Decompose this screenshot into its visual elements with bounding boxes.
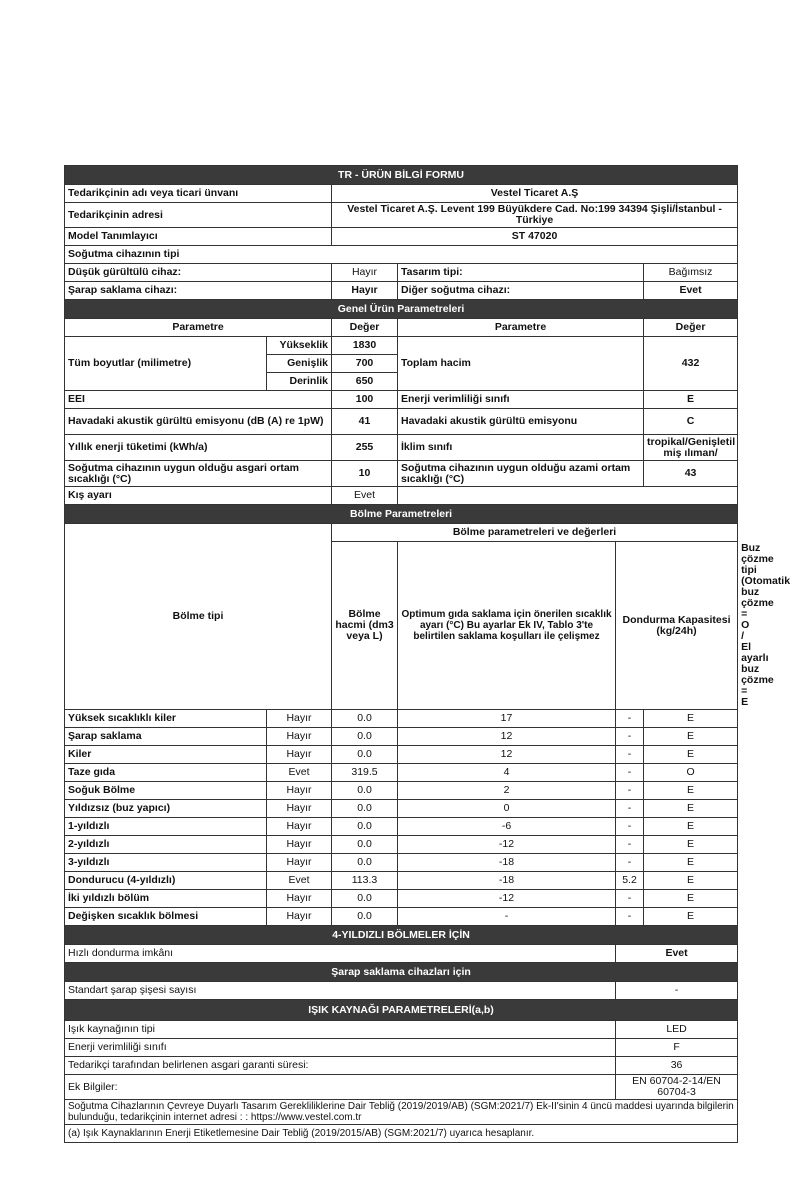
compartment-volume: 0.0 [332,710,398,728]
compartment-defrost: E [644,818,738,836]
compartment-volume: 0.0 [332,728,398,746]
compartment-freeze: - [616,854,644,872]
compartment-row [65,746,738,764]
width-value: 700 [332,355,398,373]
compartment-defrost: E [644,728,738,746]
compartment-present: Hayır [267,710,332,728]
model-value: ST 47020 [332,228,738,246]
compartment-name: Taze gıda [65,764,267,782]
compartment-name: Soğuk Bölme [65,782,267,800]
compartment-row [65,890,738,908]
total-volume-value: 432 [644,337,738,391]
compartment-temp: -6 [398,818,616,836]
compartment-freeze: - [616,818,644,836]
compartment-name: Kiler [65,746,267,764]
energy-class-value: E [644,391,738,409]
compartment-defrost: E [644,872,738,890]
cooling-type-label: Soğutma cihazının tipi [65,246,738,264]
max-temp-label: Soğutma cihazının uygun olduğu azami ortam sıcaklığı (°C) [398,461,644,487]
compartment-present: Hayır [267,818,332,836]
compartment-row [65,818,738,836]
dimensions-label: Tüm boyutlar (milimetre) [65,337,267,391]
compartment-row [65,872,738,890]
light-type-label: Işık kaynağının tipi [65,1021,616,1039]
winter-empty [398,487,738,505]
warranty-label: Tedarikçi tarafından belirlenen asgari garanti süresi: [65,1057,616,1075]
other-cooling-label: Diğer soğutma cihazı: [398,282,644,300]
compartment-freeze: - [616,890,644,908]
compartment-freeze: - [616,746,644,764]
compartment-freeze: - [616,908,644,926]
light-class-value: F [616,1039,738,1057]
compartment-name: Dondurucu (4-yıldızlı) [65,872,267,890]
total-volume-label: Toplam hacim [398,337,644,391]
compartment-params-header: Bölme Parametreleri [65,505,738,524]
note-1: Soğutma Cihazlarının Çevreye Duyarlı Tasarım Gerekliliklerine Dair Tebliğ (2019/2019/AB) (SGM:2021/7) Ek-II'sinin 4 üncü maddesi uyarında bilgilerin bulunduğu, tedarikçinin internet adresi : : https://www.vestel.com.tr [65,1100,738,1125]
compartment-row [65,836,738,854]
compartment-volume: 0.0 [332,854,398,872]
low-noise-value: Hayır [332,264,398,282]
compartment-defrost: E [644,782,738,800]
compartment-defrost: E [644,710,738,728]
compartment-row [65,710,738,728]
general-params-header: Genel Ürün Parametreleri [65,300,738,319]
supplier-label: Tedarikçinin adı veya ticari ünvanı [65,185,332,203]
model-label: Model Tanımlayıcı [65,228,332,246]
annual-energy-value: 255 [332,435,398,461]
min-temp-value: 10 [332,461,398,487]
compartment-temp: 4 [398,764,616,782]
bottles-value: - [616,982,738,1000]
fast-freeze-value: Evet [616,945,738,963]
compartment-rows [65,710,738,926]
compartment-row [65,782,738,800]
compartment-temp: - [398,908,616,926]
compartment-defrost: E [644,836,738,854]
depth-label: Derinlik [267,373,332,391]
address-label: Tedarikçinin adresi [65,203,332,228]
compartment-defrost: E [644,908,738,926]
climate-label: İklim sınıfı [398,435,644,461]
param-header-left: Parametre [65,319,332,337]
bottles-label: Standart şarap şişesi sayısı [65,982,616,1000]
address-value: Vestel Ticaret A.Ş. Levent 199 Büyükdere Cad. No:199 34394 Şişli/İstanbul - Türkiye [332,203,738,228]
compartment-name: İki yıldızlı bölüm [65,890,267,908]
compartment-freeze: - [616,764,644,782]
compartment-freeze: - [616,728,644,746]
extra-label: Ek Bilgiler: [65,1075,616,1100]
value-header-left: Değer [332,319,398,337]
compartment-present: Hayır [267,890,332,908]
compartment-defrost: E [644,890,738,908]
width-label: Genişlik [267,355,332,373]
design-type-value: Bağımsız [644,264,738,282]
height-label: Yükseklik [267,337,332,355]
noise-value: 41 [332,409,398,435]
max-temp-value: 43 [644,461,738,487]
extra-value: EN 60704-2-14/EN 60704-3 [616,1075,738,1100]
height-value: 1830 [332,337,398,355]
compartment-temp: -12 [398,890,616,908]
compartment-defrost: E [644,800,738,818]
other-cooling-value: Evet [644,282,738,300]
compartment-name: Değişken sıcaklık bölmesi [65,908,267,926]
col-temp-header: Optimum gıda saklama için önerilen sıcaklık ayarı (°C) Bu ayarlar Ek IV, Tablo 3'te belirtilen saklama koşulları ile çelişmez [398,542,616,710]
design-type-label: Tasarım tipi: [398,264,644,282]
compartment-volume: 0.0 [332,908,398,926]
param-header-right: Parametre [398,319,644,337]
compartment-volume: 0.0 [332,746,398,764]
compartment-volume: 0.0 [332,800,398,818]
compartment-name: Şarap saklama [65,728,267,746]
compartment-defrost: E [644,746,738,764]
compartment-present: Hayır [267,854,332,872]
annual-energy-label: Yıllık enerji tüketimi (kWh/a) [65,435,332,461]
col-freeze-header: Dondurma Kapasitesi (kg/24h) [616,542,738,710]
compartment-present: Hayır [267,782,332,800]
compartment-temp: -18 [398,872,616,890]
wine-header: Şarap saklama cihazları için [65,963,738,982]
depth-value: 650 [332,373,398,391]
compartment-name: 3-yıldızlı [65,854,267,872]
winter-label: Kış ayarı [65,487,332,505]
climate-value: tropikal/Genişletil miş ılıman/ [644,435,738,461]
compartment-present: Evet [267,764,332,782]
low-noise-label: Düşük gürültülü cihaz: [65,264,332,282]
compartment-volume: 0.0 [332,818,398,836]
compartment-freeze: - [616,782,644,800]
compartment-volume: 113.3 [332,872,398,890]
winter-value: Evet [332,487,398,505]
col-volume-header: Bölme hacmi (dm3 veya L) [332,542,398,710]
noise-class-value: C [644,409,738,435]
compartment-volume: 319.5 [332,764,398,782]
compartment-defrost: E [644,854,738,872]
compartment-volume: 0.0 [332,836,398,854]
compartment-name: 1-yıldızlı [65,818,267,836]
compartment-volume: 0.0 [332,782,398,800]
compartment-temp: 12 [398,728,616,746]
compartment-temp: 17 [398,710,616,728]
compartment-present: Hayır [267,800,332,818]
compartment-row [65,800,738,818]
compartment-row [65,728,738,746]
compartment-present: Hayır [267,746,332,764]
compartment-temp: 2 [398,782,616,800]
compartment-volume: 0.0 [332,890,398,908]
note-2: (a) Işık Kaynaklarının Enerji Etiketlemesine Dair Tebliğ (2019/2015/AB) (SGM:2021/7) uyarıca hesaplanır. [65,1125,738,1143]
noise-class-label: Havadaki akustik gürültü emisyonu [398,409,644,435]
wine-value: Hayır [332,282,398,300]
compartment-type-header: Bölme tipi [65,524,332,710]
compartment-row [65,854,738,872]
min-temp-label: Soğutma cihazının uygun olduğu asgari ortam sıcaklığı (°C) [65,461,332,487]
compartment-present: Hayır [267,728,332,746]
value-header-right: Değer [644,319,738,337]
compartment-freeze: - [616,836,644,854]
fast-freeze-label: Hızlı dondurma imkânı [65,945,616,963]
noise-label: Havadaki akustik gürültü emisyonu (dB (A) re 1pW) [65,409,332,435]
compartment-temp: 12 [398,746,616,764]
compartment-sub-header: Bölme parametreleri ve değerleri [332,524,738,542]
light-type-value: LED [616,1021,738,1039]
four-star-header: 4-YILDIZLI BÖLMELER İÇİN [65,926,738,945]
eei-label: EEI [65,391,332,409]
compartment-temp: -18 [398,854,616,872]
energy-class-label: Enerji verimliliği sınıfı [398,391,644,409]
product-info-form [64,165,791,1143]
eei-value: 100 [332,391,398,409]
compartment-freeze: - [616,710,644,728]
compartment-temp: 0 [398,800,616,818]
warranty-value: 36 [616,1057,738,1075]
compartment-name: Yıldızsız (buz yapıcı) [65,800,267,818]
compartment-defrost: O [644,764,738,782]
compartment-name: Yüksek sıcaklıklı kiler [65,710,267,728]
compartment-present: Evet [267,872,332,890]
light-header: IŞIK KAYNAĞI PARAMETRELERİ(a,b) [65,1000,738,1021]
compartment-present: Hayır [267,836,332,854]
compartment-freeze: 5.2 [616,872,644,890]
form-table: TR - ÜRÜN BİLGİ FORMU Tedarikçinin adı veya ticari ünvanı Vestel Ticaret A.Ş Tedarikçinin adresi Vestel Ticaret A.Ş. Levent 199 Büyükdere Cad. No:199 34394 Şişli/İstanbul - Türkiye Model Tanımlayıcı ST 47020 Soğutma cihazının tipi Düşük gürültülü cihaz: Hayır Tasarım tipi: Bağımsız Şarap saklama cihazı: Hayır Diğer soğutma cihazı: Evet Genel Ürün Parametreleri Parametre Değer Parametre Değer Tüm boyutlar (milimetre) Yükseklik 1830 Toplam hacim 432 Genişlik 700 Derinlik 650 EEI 100 Enerji verimliliği sınıfı E Havadaki akustik gürültü emisyonu (dB (A) re 1pW) 41 Havadaki akustik gürültü emisyonu C Yıllık enerji tüketimi (kWh/a) 255 İklim sınıfı tropikal/Genişletil miş ılıman/ Soğutma cihazının uygun olduğu asgari ortam sıcaklığı (°C) 10 Soğutma cihazının uygun olduğu azami ortam sıcaklığı (°C) 43 Kış ayarı Evet Bölme Parametreleri Bölme tipi Bölme parametreleri ve değerleri Bölme hacmi (dm3 veya L) Optimum gıda saklama için önerilen sıcaklık ayarı (°C) Bu ayarlar Ek IV, Tablo 3'te belirtilen saklama koşulları ile çelişmez Dondurma Kapasitesi (kg/24h) Buz çözme tipi (Otomatik buz çözme = O / El ayarlı buz çözme = E Yüksek sıcaklıklı kiler Hayır 0.0 17 - E Şarap saklama Hayır 0.0 12 - E Kiler Hayır 0.0 12 - E Taze gıda Evet 319.5 4 - O Soğuk Bölme Hayır 0.0 2 - E Yıldızsız (buz yapıcı) Hayır 0.0 0 - E 1-yıldızlı Hayır 0.0 -6 - E 2-yıldızlı Hayır 0.0 -12 - E 3-yıldızlı Hayır 0.0 -18 - E Dondurucu (4-yıldızlı) Evet 113.3 -18 5.2 E İki yıldızlı bölüm Hayır 0.0 -12 - E Değişken sıcaklık bölmesi Hayır 0.0 - - E 4-YILDIZLI BÖLMELER İÇİN Hızlı dondurma imkânı Evet Şarap saklama cihazları için Standart şarap şişesi sayısı - IŞIK KAYNAĞI PARAMETRELERİ(a,b) Işık kaynağının tipi LED Enerji verimliliği sınıfı F Tedarikçi tarafından belirlenen asgari garanti süresi: 36 Ek Bilgiler: EN 60704-2-14/EN 60704-3 Soğutma Cihazlarının Çevreye Duyarlı Tasarım Gerekliliklerine Dair Tebliğ (2019/2019/AB) (SGM:2021/7) Ek-II'sinin 4 üncü maddesi uyarında bilgilerin bulunduğu, tedarikçinin internet adresi : : https://www.vestel.com.tr (a) Işık Kaynaklarının Enerji Etiketlemesine Dair Tebliğ (2019/2015/AB) (SGM:2021/7) uyarıca hesaplanır. [64,165,738,1143]
wine-label: Şarap saklama cihazı: [65,282,332,300]
light-class-label: Enerji verimliliği sınıfı [65,1039,616,1057]
compartment-temp: -12 [398,836,616,854]
compartment-freeze: - [616,800,644,818]
compartment-present: Hayır [267,908,332,926]
compartment-row [65,764,738,782]
supplier-value: Vestel Ticaret A.Ş [332,185,738,203]
compartment-row [65,908,738,926]
form-title: TR - ÜRÜN BİLGİ FORMU [65,166,738,185]
compartment-name: 2-yıldızlı [65,836,267,854]
